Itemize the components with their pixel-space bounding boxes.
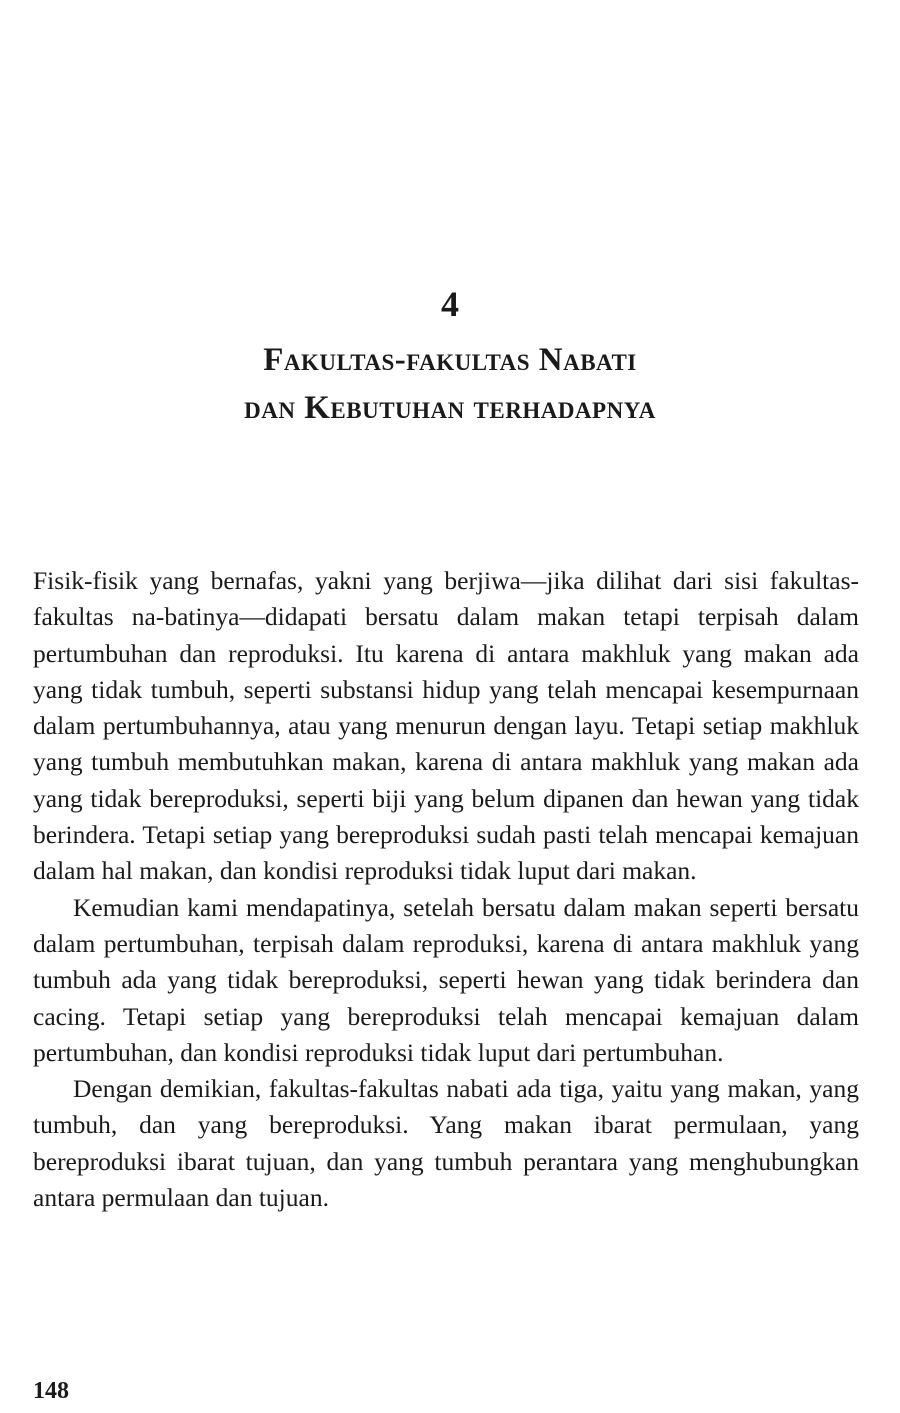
paragraph-1: Fisik-fisik yang bernafas, yakni yang berjiwa—jika dilihat dari sisi fakultas-fakultas na-batinya—didapati bersatu dalam makan tetapi terpisah dalam pertumbuhan dan reproduksi. Itu karena di antara makhluk yang makan ada yang tidak tumbuh, seperti substansi hidup yang telah mencapai kesempurnaan dalam pertumbuhannya, atau yang menurun dengan layu. Tetapi setiap makhluk yang tumbuh membutuhkan makan, karena di antara makhluk yang makan ada yang tidak bereproduksi, seperti biji yang belum dipanen dan hewan yang tidak berindera. Tetapi setiap yang bereproduksi sudah pasti telah mencapai kemajuan dalam hal makan, dan kondisi reproduksi tidak luput dari makan. (33, 566, 859, 886)
chapter-title-line-2: dan Kebutuhan terhadapnya (244, 390, 656, 426)
chapter-title-line-1: Fakultas-fakultas Nabati (263, 342, 637, 378)
paragraph-2: Kemudian kami mendapatinya, setelah bersatu dalam makan seperti bersatu dalam pertumbuhan, terpisah dalam reproduksi, karena di antara makhluk yang tumbuh ada yang tidak bereproduksi, seperti hewan yang tidak berindera dan cacing. Tetapi setiap yang bereproduksi telah mencapai kemajuan dalam pertumbuhan, dan kondisi reproduksi tidak luput dari pertumbuhan. (33, 892, 859, 1067)
body-text (33, 563, 859, 1216)
page-number: 148 (33, 1378, 69, 1404)
chapter-title (0, 336, 900, 432)
chapter-number: 4 (441, 284, 459, 324)
paragraph-3: Dengan demikian, fakultas-fakultas nabati ada tiga, yaitu yang makan, yang tumbuh, dan yang bereproduksi. Yang makan ibarat permulaan, yang bereproduksi ibarat tujuan, dan yang tumbuh perantara yang menghubungkan antara permulaan dan tujuan. (33, 1074, 859, 1213)
